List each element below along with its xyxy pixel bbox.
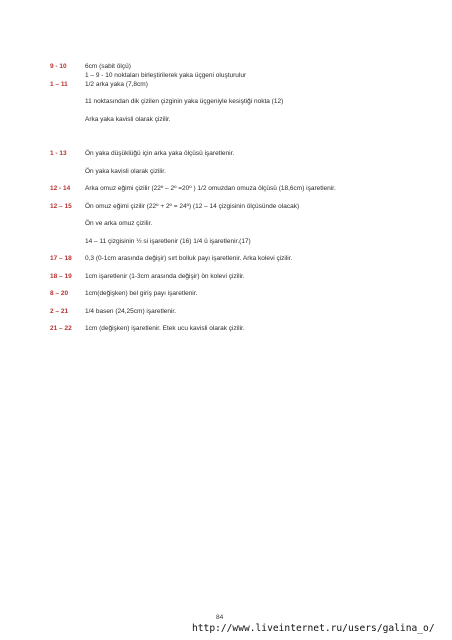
instruction-text: 14 – 11 çizgisinin ½ si işaretlenir (16) 1/4 ü işaretlenir.(17) — [85, 238, 251, 245]
instruction-text: 1/2 arka yaka (7,8cm) — [85, 81, 148, 88]
page-number: 84 — [216, 614, 224, 621]
point-code: 8 – 20 — [50, 290, 69, 297]
instruction-row — [0, 290, 452, 302]
instruction-text: Ön omuz eğimi çizilir (22º + 2º = 24º) (12 – 14 çizgisinin ölçüsünde olacak) — [85, 203, 300, 210]
instruction-row — [0, 116, 452, 128]
instruction-row — [0, 255, 452, 267]
instruction-text: Arka omuz eğimi çizilir (22º – 2º =20º ) 1/2 omuzdan omuza ölçüsü (18,6cm) işaretlenir. — [85, 185, 336, 192]
instruction-text: 1cm(değişken) bel giriş payı işaretlenir. — [85, 290, 198, 297]
instruction-text: 0,3 (0-1cm arasında değişir) sırt bolluk payı işaretlenir. Arka kolevi çizilir. — [85, 255, 293, 262]
instruction-row — [0, 150, 452, 162]
instruction-row — [0, 81, 452, 93]
instruction-row — [0, 185, 452, 197]
instruction-row — [0, 273, 452, 285]
point-code: 21 – 22 — [50, 325, 72, 332]
instruction-text: 1 – 9 - 10 noktaları birleştirilerek yaka üçgeni oluşturulur — [85, 72, 247, 79]
instruction-row — [0, 168, 452, 180]
instruction-row — [0, 98, 452, 110]
instruction-text: 1cm (değişken) işaretlenir. Etek ucu kavisli olarak çizilir. — [85, 325, 245, 332]
instruction-row — [0, 325, 452, 337]
instruction-row — [0, 308, 452, 320]
point-code: 1 - 13 — [50, 150, 67, 157]
point-code: 17 – 18 — [50, 255, 72, 262]
instruction-text: Ön yaka düşüklüğü için arka yaka ölçüsü işaretlenir. — [85, 150, 235, 157]
instruction-text: Ön ve arka omuz çizilir. — [85, 220, 153, 227]
point-code: 9 - 10 — [50, 63, 67, 70]
instruction-text: 1cm işaretlenir (1-3cm arasında değişir) ön kolevi çizilir. — [85, 273, 245, 280]
instruction-text: Ön yaka kavisli olarak çizilir. — [85, 168, 166, 175]
instruction-text: Arka yaka kavisli olarak çizilir. — [85, 116, 171, 123]
point-code: 12 - 14 — [50, 185, 71, 192]
instruction-row — [0, 220, 452, 232]
point-code: 1 – 11 — [50, 81, 68, 88]
point-code: 18 – 19 — [50, 273, 72, 280]
point-code: 12 – 15 — [50, 203, 72, 210]
instruction-text: 11 noktasından dik çizilen çizginin yaka üçgeniyle kesiştiği nokta (12) — [85, 98, 284, 105]
watermark-url: http://www.liveinternet.ru/users/galina_o/ — [192, 623, 435, 634]
instruction-text: 6cm (sabit ölçü) — [85, 63, 131, 70]
instruction-row — [0, 203, 452, 215]
instruction-row — [0, 238, 452, 250]
instruction-text: 1/4 basen (24,25cm) işaretlenir. — [85, 308, 177, 315]
point-code: 2 – 21 — [50, 308, 69, 315]
